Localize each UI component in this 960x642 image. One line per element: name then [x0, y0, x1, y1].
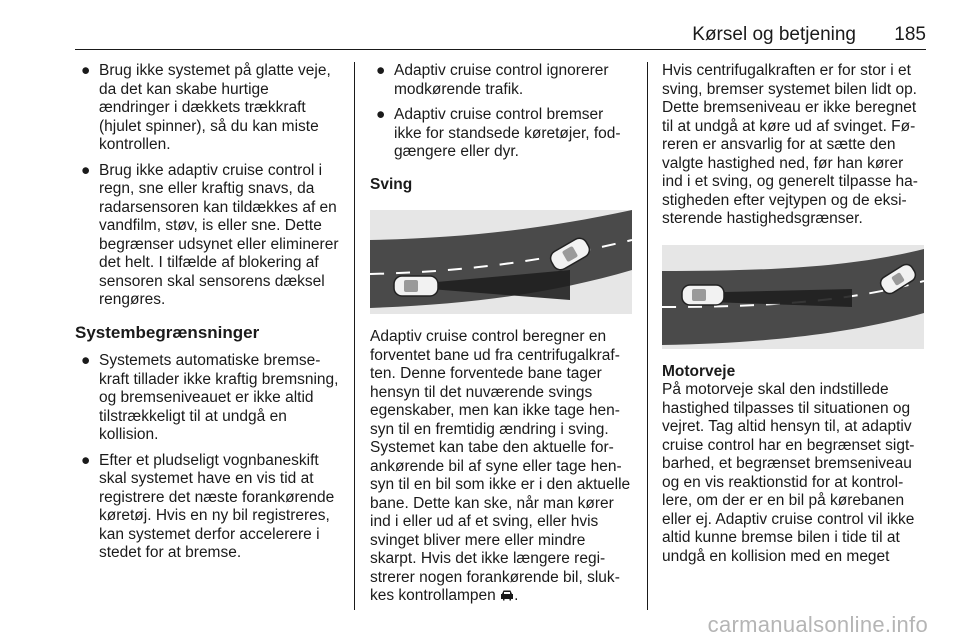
- curve-road-drawing-2: [662, 245, 924, 349]
- paragraph-text: Adaptiv cruise control beregner en forventet bane ud fra centrifugalkraften. Denne forventede bane tager hensyn til det nuværende svings egenskaber, men kan ikke tage hensyn til en fremtidig ændring i sving. Systemet kan tabe den aktuelle forankørende bil af syne eller tage hensyn til en bil som ikke er i den aktuelle bane. Dette kan ske, når man kører ind i eller ud af et sving, eller hvis svinget bliver mere eller mindre skarpt. Hvis det ikke længere registrerer nogen forankørende bil, slukkes kontrollampen: [370, 328, 631, 604]
- paragraph: På motorveje skal den indstillede hastighed tilpasses til situationen og vejret. Tag altid hensyn til, at adaptiv cruise control har en begrænset sigtbarhed, et begrænset bremseniveau og en vis reaktionstid for at kontrollere, om der er en bil på kørebanen eller ej. Adaptiv cruise control vil ikke altid kunne bremse bilen i tide til at undgå en kollision med en meget: [662, 381, 915, 565]
- list-item: ● Adaptiv cruise control bremser ikke for standsede køretøjer, fodgængere eller dyr.: [376, 106, 621, 160]
- page-number: 185: [894, 24, 926, 45]
- column-2: [370, 62, 632, 612]
- list-item-text: Efter et pludseligt vognbaneskift skal systemet have en vis tid at registrere det næste forankørende køretøj. Hvis en ny bil registreres, kan systemet derfor accelerere i stedet for at bremse.: [99, 451, 335, 561]
- header-title: Kørsel og betjening: [692, 24, 856, 45]
- list-item-text: Brug ikke systemet på glatte veje, da det kan skabe hurtige ændringer i dækkets trækkraft (hjulet spinner), så du kan miste kontrollen.: [99, 62, 331, 153]
- section-heading: Systembegrænsninger: [75, 322, 260, 342]
- list-item-text: Adaptiv cruise control ignorerer modkørende trafik.: [394, 62, 609, 98]
- list-item: ● Brug ikke adaptiv cruise control i regn, sne eller kraftig snavs, da radarsensoren kan tildækkes af en vandfilm, støv, is eller sne. Dette begrænser udsynet eller eliminerer det helt. I tilfælde af blokering af sensoren skal sensorens dæksel rengøres.: [81, 161, 339, 308]
- list-item: ● Brug ikke systemet på glatte veje, da det kan skabe hurtige ændringer i dækkets trækkraft (hjulet spinner), så du kan miste kontrollen.: [81, 62, 331, 153]
- column-3: [662, 62, 927, 572]
- paragraph-end: .: [514, 587, 519, 604]
- bullet-list: [370, 62, 632, 162]
- column-divider: [354, 62, 355, 610]
- column-divider: [647, 62, 648, 610]
- list-item: ● Efter et pludseligt vognbaneskift skal systemet have en vis tid at registrere det næste forankørende køretøj. Hvis en ny bil registreres, kan systemet derfor accelerere i stedet for at bremse.: [81, 451, 335, 561]
- column-1: [75, 62, 341, 570]
- subheading-sving: Sving: [370, 175, 413, 193]
- curve-illustration: [370, 210, 632, 314]
- list-item-text: Adaptiv cruise control bremser ikke for standsede køretøjer, fodgængere eller dyr.: [394, 106, 621, 160]
- list-item-text: Systemets automatiske bremsekraft tillader ikke kraftig bremsning, og bremseniveauet er ikke altid tilstrækkeligt til at undgå en kollision.: [99, 352, 339, 443]
- car-ahead-icon: [500, 589, 514, 601]
- page-header: [75, 22, 926, 50]
- list-item: ● Systemets automatiske bremsekraft tillader ikke kraftig bremsning, og bremseniveauet er ikke altid tilstrækkeligt til at undgå en kollision.: [81, 352, 339, 443]
- curve-illustration-2: [662, 245, 924, 349]
- bullet-list: [75, 62, 341, 310]
- list-item-text: Brug ikke adaptiv cruise control i regn, sne eller kraftig snavs, da radarsensoren kan tildækkes af en vandfilm, støv, is eller sne. Dette begrænser udsynet eller eliminerer det helt. I tilfælde af blokering af sensoren skal sensorens dæksel rengøres.: [99, 161, 339, 308]
- curve-road-drawing: [370, 210, 632, 314]
- paragraph: [370, 328, 632, 606]
- list-item: ● Adaptiv cruise control ignorerer modkørende trafik.: [376, 62, 609, 98]
- subheading-motorveje: Motorveje: [662, 362, 736, 380]
- bullet-list: [75, 352, 341, 563]
- header-rule: [75, 49, 926, 50]
- paragraph: Hvis centrifugalkraften er for stor i et sving, bremser systemet bilen lidt op. Dette bremseniveau er ikke beregnet til at undgå at køre ud af svinget. Føreren er ansvarlig for at sætte den valgte hastighed ned, før han kører ind i et sving, og generelt tilpasse hastigheden efter vejtypen og de eksisterende hastighedsgrænser.: [662, 62, 918, 227]
- watermark: carmanualsonline.info: [707, 612, 928, 637]
